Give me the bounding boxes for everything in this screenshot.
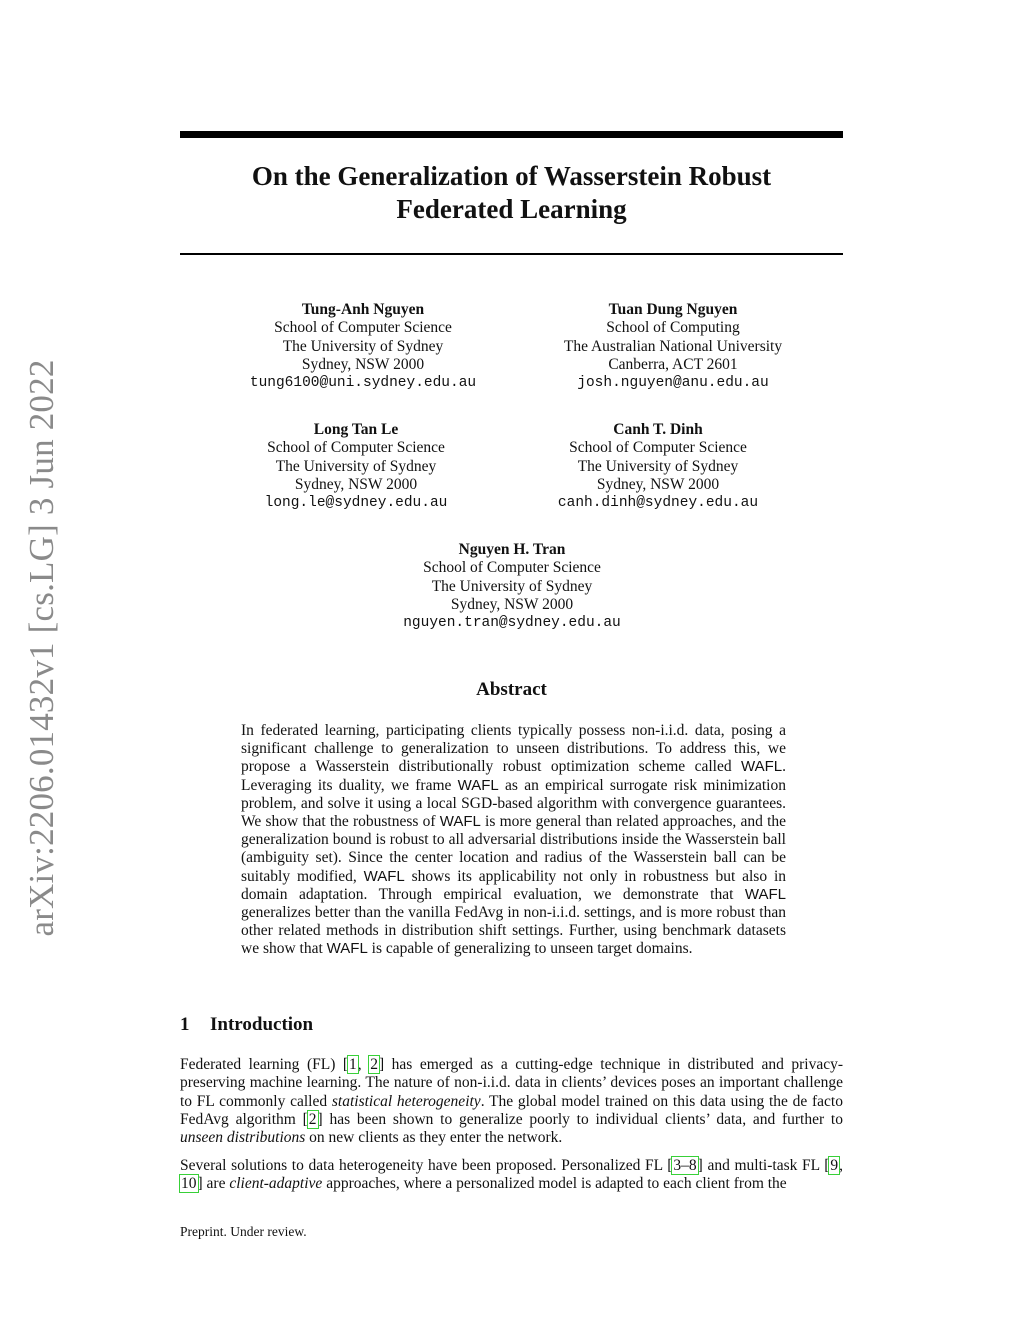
author-inst: The University of Sydney [577,457,739,475]
author-email[interactable]: canh.dinh@sydney.edu.au [557,495,759,512]
arxiv-stamp: arXiv:2206.01432v1 [cs.LG] 3 Jun 2022 [22,359,61,937]
title-top-rule [180,131,843,138]
author-inst: The University of Sydney [431,577,593,595]
author-email[interactable]: long.le@sydney.edu.au [264,495,448,512]
author-loc: Sydney, NSW 2000 [294,475,418,493]
author-name: Tuan Dung Nguyen [608,301,738,318]
author-block [362,541,662,632]
author-dept: School of Computer Science [423,559,601,577]
intro-paragraph-1: Federated learning (FL) [1, 2] has emerged as a cutting-edge technique in distributed and privacy-preserving machine learning. The nature of non-i.i.d. data in clients’ devices poses an important challenge to FL commonly called statistical heterogeneity. The global model trained on this data using the de facto FedAvg algorithm [2] has been shown to generalize poorly to individual clients’ data, and further to unseen distributions on new clients as they enter the network. [180,1056,843,1147]
method-name: WAFL [363,867,405,885]
citation-link[interactable]: 2 [308,1110,317,1128]
author-dept: School of Computer Science [569,439,747,457]
author-loc: Sydney, NSW 2000 [450,595,574,613]
author-email[interactable]: nguyen.tran@sydney.edu.au [403,615,621,632]
section-heading [180,1014,313,1036]
title-line-1: On the Generalization of Wasserstein Robust [251,161,772,191]
author-inst: The Australian National University [563,337,783,355]
section-number: 1 [180,1014,190,1035]
citation-link[interactable]: 3–8 [673,1157,697,1174]
author-loc: Sydney, NSW 2000 [596,475,720,493]
author-dept: School of Computer Science [267,439,445,457]
paper-title [180,160,843,226]
author-block [213,301,513,392]
author-name: Tung-Anh Nguyen [301,301,425,318]
method-name: WAFL [326,940,368,958]
author-email[interactable]: tung6100@uni.sydney.edu.au [249,375,477,392]
author-dept: School of Computing [606,319,740,337]
author-loc: Sydney, NSW 2000 [301,355,425,373]
author-name: Nguyen H. Tran [458,541,566,558]
author-block [523,301,823,392]
author-inst: The University of Sydney [275,457,437,475]
citation-link[interactable]: 1 [349,1056,357,1073]
author-block [206,421,506,512]
method-name: WAFL [457,776,499,794]
footer-note: Preprint. Under review. [180,1224,307,1239]
author-block [508,421,808,512]
intro-paragraph-2: Several solutions to data heterogeneity have been proposed. Personalized FL [3–8] and multi-task FL [9, 10] are client-adaptive approaches, where a personalized model is adapted to each client from the [180,1157,843,1193]
citation-link[interactable]: 2 [370,1056,378,1073]
method-name: WAFL [439,813,481,831]
method-name: WAFL [741,758,783,776]
citation-link[interactable]: 9 [830,1157,839,1174]
citation-link[interactable]: 10 [181,1175,197,1193]
author-email[interactable]: josh.nguyen@anu.edu.au [577,375,769,392]
title-bottom-rule [180,253,843,255]
author-loc: Canberra, ACT 2601 [608,355,738,373]
author-name: Canh T. Dinh [613,421,703,438]
author-name: Long Tan Le [313,421,399,438]
method-name: WAFL [744,885,786,903]
author-dept: School of Computer Science [274,319,452,337]
abstract-body: In federated learning, participating clients typically possess non-i.i.d. data, posing a significant challenge to generalization to unseen distributions. To address this, we propose a Wasserstein distributionally robust optimization scheme called WAFL. Leveraging its duality, we frame WAFL as an empirical surrogate risk minimization problem, and solve it using a local SGD-based algorithm with convergence guarantees. We show that the robustness of WAFL is more general than related approaches, and the generalization bound is robust to all adversarial distributions inside the Wasserstein ball (ambiguity set). Since the center location and radius of the Wasserstein ball can be suitably modified, WAFL shows its applicability not only in robustness but also in domain adaptation. Through empirical evaluation, we demonstrate that WAFL generalizes better than the vanilla FedAvg in non-i.i.d. settings, and is more robust than other related methods in distribution shift settings. Further, using benchmark datasets we show that WAFL is capable of generalizing to unseen target domains. [241,722,787,958]
abstract-heading: Abstract [476,679,547,700]
section-title: Introduction [210,1014,314,1035]
title-line-2: Federated Learning [396,194,627,224]
author-inst: The University of Sydney [282,337,444,355]
